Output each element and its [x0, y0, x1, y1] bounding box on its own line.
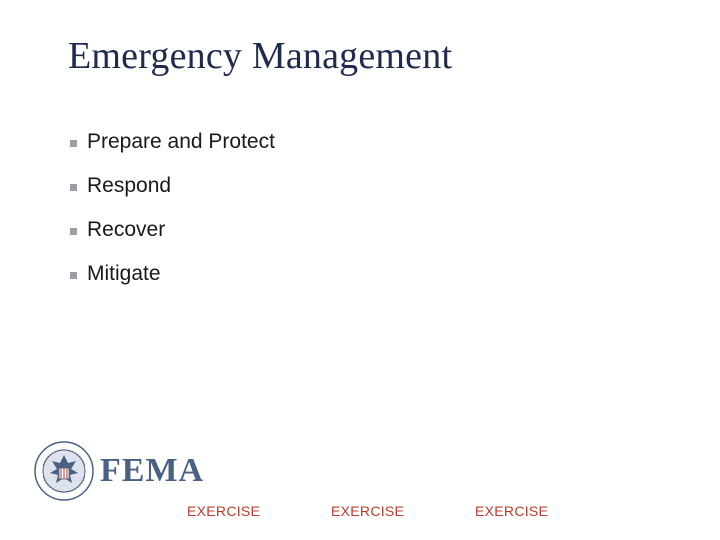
bullet-label: Prepare and Protect — [87, 130, 275, 153]
list-item — [70, 164, 275, 208]
exercise-label: EXERCISE — [475, 503, 549, 519]
square-bullet-icon — [70, 228, 77, 235]
square-bullet-icon — [70, 272, 77, 279]
bullet-label: Respond — [87, 174, 172, 197]
exercise-label: EXERCISE — [331, 503, 405, 519]
bullet-label: Mitigate — [87, 262, 161, 285]
list-item — [70, 120, 275, 164]
fema-wordmark: FEMA — [100, 452, 205, 489]
square-bullet-icon — [70, 184, 77, 191]
square-bullet-icon — [70, 140, 77, 147]
fema-logo — [34, 441, 204, 501]
exercise-label: EXERCISE — [187, 503, 261, 519]
bullet-label: Recover — [87, 218, 166, 241]
dhs-seal-icon — [34, 441, 94, 501]
list-item — [70, 208, 275, 252]
list-item — [70, 252, 275, 296]
bullet-list — [70, 120, 275, 296]
slide-title: Emergency Management — [68, 35, 453, 77]
